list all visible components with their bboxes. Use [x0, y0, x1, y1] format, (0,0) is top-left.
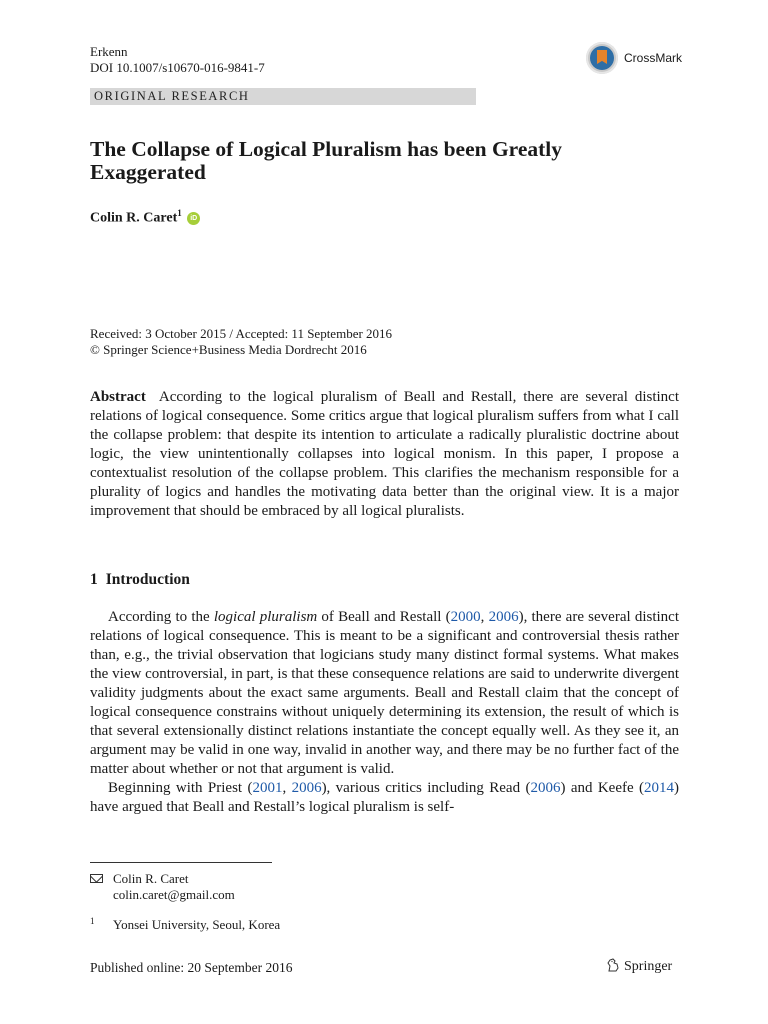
crossmark-icon	[586, 42, 618, 74]
journal-name: Erkenn	[90, 44, 128, 59]
abstract-text: According to the logical pluralism of Beall and Restall, there are several distinct relations of logical consequence. Some critics argue that logical pluralism suffers from what I call the collapse problem: that despite its intention to articulate a radically pluralistic doctrine about logic, the view unintentionally collapses into logical monism. In this paper, I propose a contextualist resolution of the collapse problem. This clarifies the mechanism responsible for a plurality of logics and handles the motivating data better than the original view. It is a major improvement that should be embraced by all logical pluralists.	[90, 389, 679, 519]
email-icon	[90, 874, 103, 883]
affiliation: Yonsei University, Seoul, Korea	[113, 917, 281, 932]
citation-link[interactable]: 2000	[450, 609, 481, 625]
article-title: The Collapse of Logical Pluralism has been Greatly Exaggerated	[90, 137, 563, 184]
abstract	[90, 388, 679, 521]
body-text	[90, 608, 679, 817]
citation-link[interactable]: 2014	[644, 780, 675, 796]
doi[interactable]: DOI 10.1007/s10670-016-9841-7	[90, 60, 265, 75]
abstract-label: Abstract	[90, 389, 146, 405]
section-heading	[90, 571, 190, 589]
section-type-bar	[90, 88, 476, 105]
author-line	[90, 208, 200, 227]
crossmark-button[interactable]	[586, 42, 683, 76]
emphasis-term: logical pluralism	[213, 609, 318, 625]
orcid-icon[interactable]: iD	[187, 212, 200, 225]
crossmark-label: CrossMark	[624, 51, 683, 65]
paragraph-2: Beginning with Priest (2001, 2006), various critics including Read (2006) and Keefe (2014) have argued that Beall and Restall’s logical pluralism is self-	[90, 780, 680, 815]
footnote-divider	[90, 862, 272, 863]
section-title: Introduction	[105, 571, 190, 588]
article-dates: Received: 3 October 2015 / Accepted: 11 September 2016	[90, 326, 393, 341]
publisher-name: Springer	[624, 959, 673, 974]
springer-horse-icon	[606, 958, 620, 972]
copyright-notice: © Springer Science+Business Media Dordrecht 2016	[90, 342, 367, 357]
section-number: 1	[90, 571, 98, 588]
citation-link[interactable]: 2006	[530, 780, 561, 796]
section-type-label: ORIGINAL RESEARCH	[94, 89, 250, 103]
contact-name: Colin R. Caret	[113, 871, 189, 886]
author-affiliation-marker: 1	[177, 208, 182, 218]
citation-link[interactable]: 2006	[488, 609, 519, 625]
contact-email[interactable]: colin.caret@gmail.com	[113, 887, 235, 902]
paragraph-1: According to the logical pluralism of Beall and Restall (2000, 2006), there are several distinct relations of logical consequence. This is meant to be a significant and controversial thesis rather than, e.g., the trivial observation that logicians study many distinct formal systems. What makes the view controversial, in part, is that these consequence relations are said to underwrite divergent validity judgments about the exact same arguments. Beall and Restall claim that the concept of logical consequence constrains without uniquely determining its extension, the result of which is that several extensionally distinct relations instantiate the concept equally well. As they see it, an argument may be valid in one way, invalid in another way, and there may be no further fact of the matter about whether or not that argument is valid.	[90, 609, 679, 777]
citation-link[interactable]: 2006	[291, 780, 322, 796]
published-date: Published online: 20 September 2016	[90, 960, 293, 975]
citation-link[interactable]: 2001	[252, 780, 283, 796]
publisher-logo	[606, 958, 672, 975]
author-name[interactable]: Colin R. Caret	[90, 210, 178, 226]
affiliation-marker: 1	[90, 916, 95, 926]
